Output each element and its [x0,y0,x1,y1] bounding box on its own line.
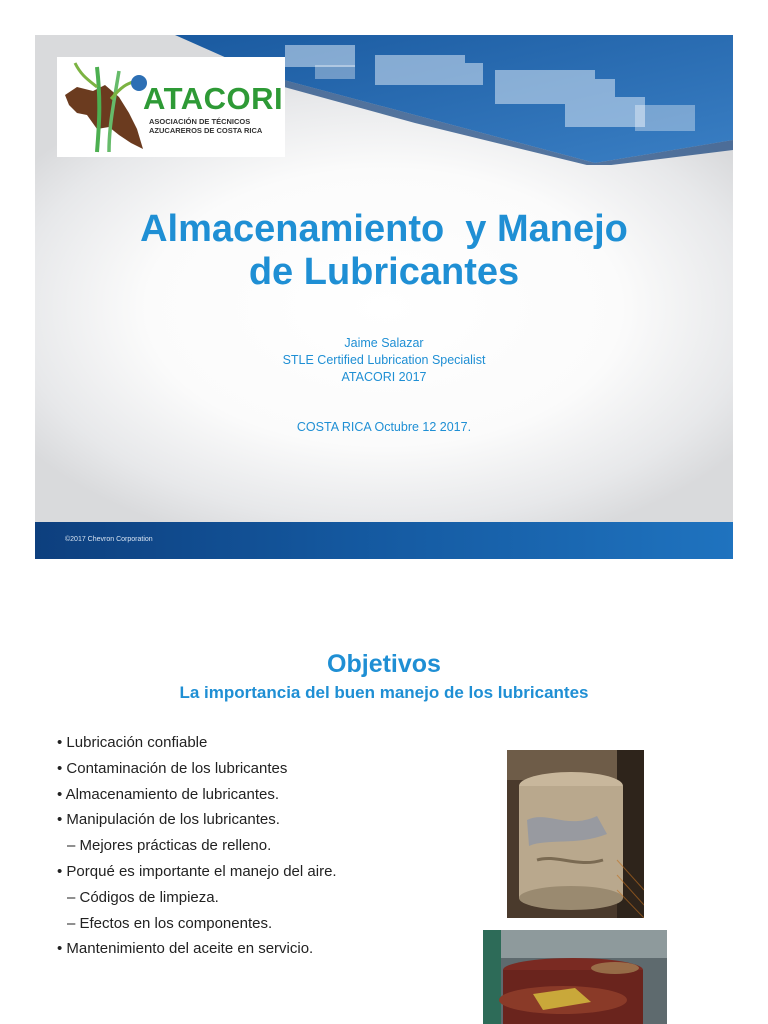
list-item: • Mantenimiento del aceite en servicio. [57,940,314,958]
presenter-name: Jaime Salazar [344,336,424,350]
list-subitem: – Mejores prácticas de relleno. [67,837,272,855]
presentation-date: COSTA RICA Octubre 12 2017. [296,420,472,434]
presenter-certification: STLE Certified Lubrication Specialist [282,353,486,367]
list-item: • Almacenamiento de lubricantes. [57,785,280,803]
slide-footer [35,522,733,559]
slide-title [35,208,733,294]
dirty-drum-photo [507,750,644,918]
slide-title-line2: de Lubricantes [248,251,520,293]
objectives-title: Objetivos [327,650,441,678]
presenter-info [35,335,733,386]
list-item: • Porqué es importante el manejo del aire. [57,862,337,880]
oil-drums-photo [483,930,667,1024]
logo-wordmark: ATACORI [143,81,284,116]
objectives-slide [35,600,733,1024]
atacori-logo [57,57,285,157]
logo-subtitle-line1: ASOCIACIÓN DE TÉCNICOS [149,117,251,126]
copyright-text: ©2017 Chevron Corporation [65,536,153,543]
list-item: • Contaminación de los lubricantes [57,759,288,777]
sugarcane-map-logo-icon [57,57,157,157]
slide-title-line1: Almacenamiento y Manejo [140,208,628,250]
list-subitem: – Códigos de limpieza. [67,888,219,906]
list-item: • Lubricación confiable [57,734,208,751]
event-name: ATACORI 2017 [341,370,427,384]
objectives-subtitle: La importancia del buen manejo de los lubricantes [179,683,589,702]
objectives-list [57,730,337,962]
logo-subtitle-line2: AZUCAREROS DE COSTA RICA [149,126,263,135]
title-slide [35,35,733,559]
list-subitem: – Efectos en los componentes. [67,914,273,932]
list-item: • Manipulación de los lubricantes. [57,811,280,829]
